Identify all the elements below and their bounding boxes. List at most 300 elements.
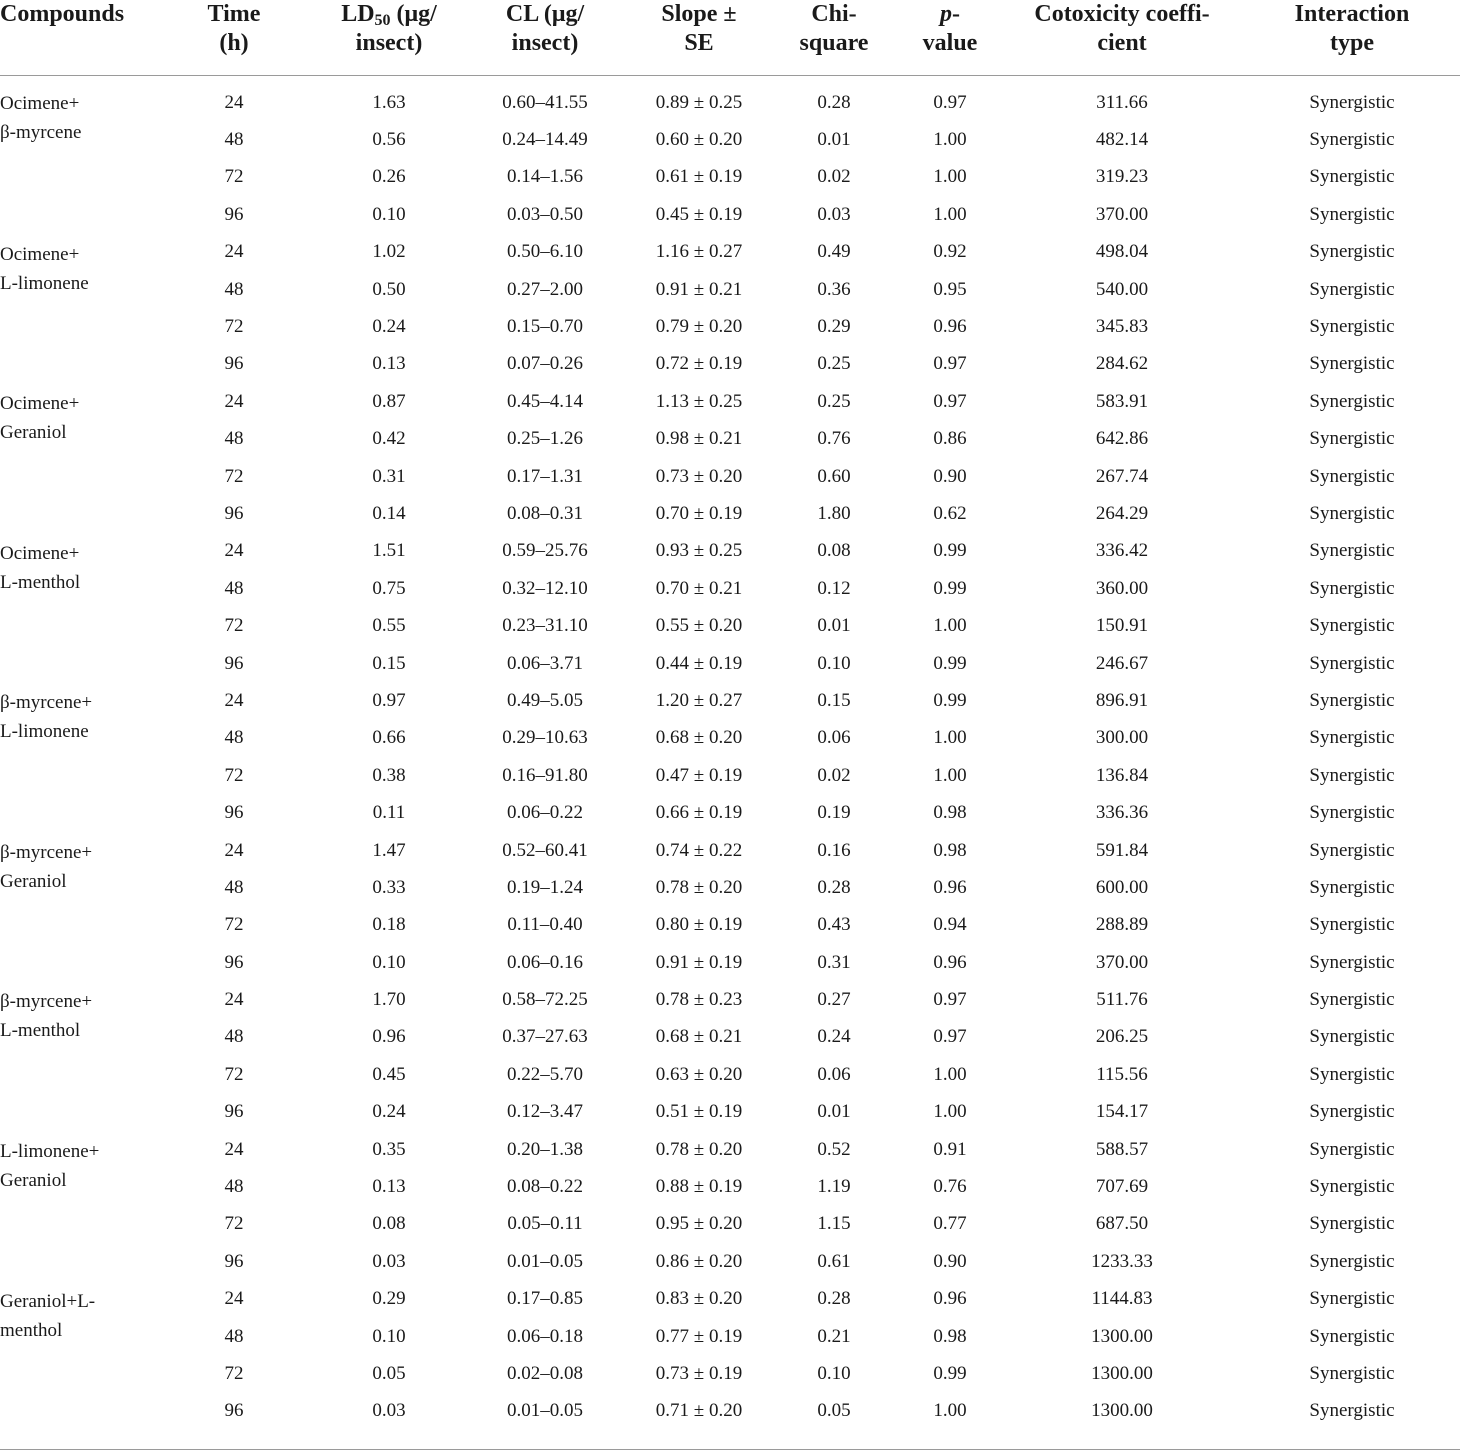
cell-ld50: 0.96 xyxy=(372,1026,406,1048)
cell-cotoxicity: 345.83 xyxy=(1095,316,1149,338)
cell-ld50: 0.10 xyxy=(372,951,406,973)
table-row xyxy=(0,421,1460,458)
cell-cotoxicity: 707.69 xyxy=(1095,1176,1149,1198)
compound-line2: Geraniol xyxy=(0,422,67,444)
compound-line1: Ocimene+ xyxy=(0,542,80,564)
compound-line1: β-myrcene+ xyxy=(0,991,93,1013)
header-time: Time (h) xyxy=(150,0,318,76)
table-row xyxy=(0,1131,1460,1168)
cell-slope: 0.93 ± 0.25 xyxy=(655,540,743,562)
cell-cotoxicity: 1233.33 xyxy=(1091,1250,1153,1272)
header-p-value: p- value xyxy=(900,0,1000,76)
cell-ld50: 0.13 xyxy=(372,353,406,375)
cell-interaction-type: Synergistic xyxy=(1309,802,1395,824)
cell-time: 96 xyxy=(224,502,244,524)
cell-p-value: 0.97 xyxy=(933,353,967,375)
table-row xyxy=(0,794,1460,831)
cell-cl: 0.02–0.08 xyxy=(507,1362,583,1384)
cell-interaction-type: Synergistic xyxy=(1309,278,1395,300)
table-body xyxy=(0,76,1460,1431)
cell-interaction-type: Synergistic xyxy=(1309,1250,1395,1272)
cell-ld50: 0.97 xyxy=(372,689,406,711)
cell-compound xyxy=(0,383,150,533)
cell-time: 96 xyxy=(224,951,244,973)
table-row xyxy=(0,271,1460,308)
cell-cotoxicity: 206.25 xyxy=(1095,1026,1149,1048)
cell-cl: 0.17–1.31 xyxy=(507,465,583,487)
cell-interaction-type: Synergistic xyxy=(1309,1213,1395,1235)
table-bottom-rule xyxy=(0,1449,1460,1450)
table-row xyxy=(0,720,1460,757)
cell-ld50: 0.11 xyxy=(372,802,406,824)
cell-time: 24 xyxy=(224,989,244,1011)
cell-cotoxicity: 319.23 xyxy=(1095,166,1149,188)
cell-ld50: 1.70 xyxy=(372,989,406,1011)
cell-compound xyxy=(0,682,150,832)
cell-time: 24 xyxy=(224,839,244,861)
cell-cotoxicity: 1300.00 xyxy=(1091,1325,1153,1347)
table-row xyxy=(0,944,1460,981)
cell-ld50: 0.31 xyxy=(372,465,406,487)
cell-cotoxicity: 687.50 xyxy=(1095,1213,1149,1235)
cell-slope: 0.60 ± 0.20 xyxy=(655,129,743,151)
cell-slope: 0.78 ± 0.20 xyxy=(655,876,743,898)
cell-time: 96 xyxy=(224,1101,244,1123)
cell-p-value: 1.00 xyxy=(933,1063,967,1085)
cell-time: 96 xyxy=(224,353,244,375)
cell-cotoxicity: 1300.00 xyxy=(1091,1362,1153,1384)
cell-cl: 0.06–0.16 xyxy=(507,951,583,973)
cell-chi-square: 1.15 xyxy=(817,1213,851,1235)
cell-time: 72 xyxy=(224,1362,244,1384)
cell-cl: 0.03–0.50 xyxy=(507,203,583,225)
table-row xyxy=(0,570,1460,607)
cell-ld50: 1.51 xyxy=(372,540,406,562)
cell-cl: 0.58–72.25 xyxy=(502,989,588,1011)
compound-line2: Geraniol xyxy=(0,1169,67,1191)
table-row xyxy=(0,383,1460,420)
cell-interaction-type: Synergistic xyxy=(1309,951,1395,973)
cell-slope: 0.80 ± 0.19 xyxy=(655,914,743,936)
cell-ld50: 0.55 xyxy=(372,615,406,637)
cell-interaction-type: Synergistic xyxy=(1309,428,1395,450)
cell-compound xyxy=(0,832,150,982)
cell-cl: 0.45–4.14 xyxy=(507,390,583,412)
cell-p-value: 1.00 xyxy=(933,1101,967,1123)
cell-chi-square: 0.06 xyxy=(817,1063,851,1085)
table-row xyxy=(0,1318,1460,1355)
cell-time: 96 xyxy=(224,203,244,225)
cell-ld50: 0.08 xyxy=(372,1213,406,1235)
cell-slope: 0.63 ± 0.20 xyxy=(655,1063,743,1085)
header-slope: Slope ± SE xyxy=(630,0,768,76)
cell-time: 48 xyxy=(224,428,244,450)
cell-interaction-type: Synergistic xyxy=(1309,353,1395,375)
cell-ld50: 1.47 xyxy=(372,839,406,861)
cell-chi-square: 0.10 xyxy=(817,652,851,674)
cell-chi-square: 0.06 xyxy=(817,727,851,749)
compound-line2: menthol xyxy=(0,1319,63,1341)
cell-slope: 0.89 ± 0.25 xyxy=(655,91,743,113)
cell-ld50: 0.38 xyxy=(372,764,406,786)
cell-cotoxicity: 288.89 xyxy=(1095,914,1149,936)
cell-cl: 0.19–1.24 xyxy=(507,876,583,898)
cell-chi-square: 1.80 xyxy=(817,502,851,524)
cell-p-value: 1.00 xyxy=(933,1400,967,1422)
cell-slope: 0.71 ± 0.20 xyxy=(655,1400,743,1422)
cell-slope: 0.73 ± 0.20 xyxy=(655,465,743,487)
cell-slope: 0.91 ± 0.21 xyxy=(655,278,743,300)
cell-compound xyxy=(0,533,150,683)
compound-line2: L-limonene xyxy=(0,272,89,294)
cell-cl: 0.49–5.05 xyxy=(507,689,583,711)
header-chi-square: Chi- square xyxy=(768,0,900,76)
cell-p-value: 1.00 xyxy=(933,764,967,786)
cell-cotoxicity: 115.56 xyxy=(1096,1063,1148,1085)
cell-chi-square: 0.29 xyxy=(817,316,851,338)
cell-interaction-type: Synergistic xyxy=(1309,1101,1395,1123)
cell-interaction-type: Synergistic xyxy=(1309,540,1395,562)
cell-time: 72 xyxy=(224,316,244,338)
cell-slope: 0.78 ± 0.23 xyxy=(655,989,743,1011)
cell-cotoxicity: 482.14 xyxy=(1095,129,1149,151)
cell-cotoxicity: 136.84 xyxy=(1095,764,1149,786)
cell-chi-square: 0.08 xyxy=(817,540,851,562)
cell-slope: 0.78 ± 0.20 xyxy=(655,1138,743,1160)
cell-cotoxicity: 1300.00 xyxy=(1091,1400,1153,1422)
cell-p-value: 0.97 xyxy=(933,390,967,412)
table-row xyxy=(0,645,1460,682)
cell-time: 96 xyxy=(224,652,244,674)
cell-cl: 0.23–31.10 xyxy=(502,615,588,637)
cell-chi-square: 0.25 xyxy=(817,353,851,375)
cell-cotoxicity: 267.74 xyxy=(1095,465,1149,487)
cell-interaction-type: Synergistic xyxy=(1309,577,1395,599)
cell-slope: 0.86 ± 0.20 xyxy=(655,1250,743,1272)
cell-ld50: 0.14 xyxy=(372,502,406,524)
compound-line1: β-myrcene+ xyxy=(0,692,93,714)
cell-interaction-type: Synergistic xyxy=(1309,465,1395,487)
table-row xyxy=(0,196,1460,233)
cell-ld50: 0.24 xyxy=(372,316,406,338)
cell-interaction-type: Synergistic xyxy=(1309,1362,1395,1384)
cell-ld50: 0.24 xyxy=(372,1101,406,1123)
cell-p-value: 1.00 xyxy=(933,166,967,188)
cell-compound xyxy=(0,1281,150,1431)
table-row xyxy=(0,159,1460,196)
cell-time: 72 xyxy=(224,465,244,487)
cell-cl: 0.06–0.22 xyxy=(507,802,583,824)
cell-cl: 0.15–0.70 xyxy=(507,316,583,338)
cell-slope: 0.55 ± 0.20 xyxy=(655,615,743,637)
cell-slope: 1.13 ± 0.25 xyxy=(655,390,743,412)
table-row xyxy=(0,495,1460,532)
cell-interaction-type: Synergistic xyxy=(1309,316,1395,338)
cell-ld50: 0.10 xyxy=(372,1325,406,1347)
cell-ld50: 0.42 xyxy=(372,428,406,450)
cell-ld50: 1.02 xyxy=(372,241,406,263)
cell-chi-square: 0.12 xyxy=(817,577,851,599)
compound-line1: Ocimene+ xyxy=(0,93,80,114)
cell-slope: 0.44 ± 0.19 xyxy=(655,652,743,674)
cell-interaction-type: Synergistic xyxy=(1309,166,1395,188)
table-row xyxy=(0,1094,1460,1131)
cell-interaction-type: Synergistic xyxy=(1309,1400,1395,1422)
table-row xyxy=(0,981,1460,1018)
cell-time: 72 xyxy=(224,1213,244,1235)
compound-line2: Geraniol xyxy=(0,870,67,892)
cell-chi-square: 0.01 xyxy=(817,129,851,151)
cell-slope: 0.68 ± 0.20 xyxy=(655,727,743,749)
cell-cl: 0.01–0.05 xyxy=(507,1250,583,1272)
cell-chi-square: 0.10 xyxy=(817,1362,851,1384)
table-row xyxy=(0,308,1460,345)
cell-p-value: 0.99 xyxy=(933,577,967,599)
header-cl: CL (μg/ insect) xyxy=(460,0,630,76)
cell-slope: 0.68 ± 0.21 xyxy=(655,1026,743,1048)
cell-chi-square: 0.01 xyxy=(817,1101,851,1123)
cell-ld50: 0.26 xyxy=(372,166,406,188)
table-row xyxy=(0,607,1460,644)
cell-chi-square: 0.60 xyxy=(817,465,851,487)
cell-p-value: 0.99 xyxy=(933,1362,967,1384)
cell-p-value: 0.94 xyxy=(933,914,967,936)
cell-cl: 0.37–27.63 xyxy=(502,1026,588,1048)
table-row xyxy=(0,1393,1460,1430)
compound-line1: β-myrcene+ xyxy=(0,841,93,863)
cell-ld50: 0.15 xyxy=(372,652,406,674)
cell-cotoxicity: 336.36 xyxy=(1095,802,1149,824)
cell-chi-square: 0.52 xyxy=(817,1138,851,1160)
cell-time: 96 xyxy=(224,802,244,824)
cell-time: 48 xyxy=(224,1325,244,1347)
cell-compound xyxy=(0,1131,150,1281)
cell-cotoxicity: 1144.83 xyxy=(1091,1288,1153,1310)
cell-chi-square: 0.16 xyxy=(817,839,851,861)
cell-time: 48 xyxy=(224,876,244,898)
table-row xyxy=(0,1056,1460,1093)
table-row xyxy=(0,869,1460,906)
table-row xyxy=(0,234,1460,271)
cell-p-value: 0.98 xyxy=(933,1325,967,1347)
cell-slope: 0.83 ± 0.20 xyxy=(655,1288,743,1310)
compound-line1: Geraniol+L- xyxy=(0,1290,96,1312)
cell-cl: 0.27–2.00 xyxy=(507,278,583,300)
table-row xyxy=(0,346,1460,383)
cell-chi-square: 0.31 xyxy=(817,951,851,973)
cell-p-value: 0.97 xyxy=(933,989,967,1011)
cell-chi-square: 0.28 xyxy=(817,876,851,898)
cell-time: 48 xyxy=(224,1176,244,1198)
cell-interaction-type: Synergistic xyxy=(1309,989,1395,1011)
table-row xyxy=(0,458,1460,495)
cell-chi-square: 0.02 xyxy=(817,764,851,786)
cell-ld50: 0.66 xyxy=(372,727,406,749)
cell-slope: 0.47 ± 0.19 xyxy=(655,764,743,786)
cell-cl: 0.06–3.71 xyxy=(507,652,583,674)
cell-time: 48 xyxy=(224,1026,244,1048)
cell-p-value: 0.98 xyxy=(933,802,967,824)
cell-p-value: 0.96 xyxy=(933,1288,967,1310)
table-row xyxy=(0,533,1460,570)
cell-cotoxicity: 591.84 xyxy=(1095,839,1149,861)
cell-slope: 0.79 ± 0.20 xyxy=(655,316,743,338)
cell-interaction-type: Synergistic xyxy=(1309,241,1395,263)
cell-cl: 0.07–0.26 xyxy=(507,353,583,375)
cell-time: 96 xyxy=(224,1250,244,1272)
cell-slope: 0.91 ± 0.19 xyxy=(655,951,743,973)
cell-interaction-type: Synergistic xyxy=(1309,615,1395,637)
cell-cotoxicity: 300.00 xyxy=(1095,727,1149,749)
table-row xyxy=(0,682,1460,719)
table-row xyxy=(0,1355,1460,1392)
header-row xyxy=(0,0,1460,76)
table-row xyxy=(0,76,1460,122)
cell-p-value: 0.77 xyxy=(933,1213,967,1235)
cell-cl: 0.06–0.18 xyxy=(507,1325,583,1347)
cell-time: 48 xyxy=(224,577,244,599)
cell-time: 72 xyxy=(224,166,244,188)
cell-interaction-type: Synergistic xyxy=(1309,914,1395,936)
cell-cl: 0.25–1.26 xyxy=(507,428,583,450)
cell-chi-square: 0.28 xyxy=(817,1288,851,1310)
cell-slope: 1.20 ± 0.27 xyxy=(655,689,743,711)
cell-cotoxicity: 370.00 xyxy=(1095,203,1149,225)
cell-ld50: 0.10 xyxy=(372,203,406,225)
compound-line1: L-limonene+ xyxy=(0,1140,100,1162)
cell-interaction-type: Synergistic xyxy=(1309,876,1395,898)
cell-cl: 0.50–6.10 xyxy=(507,241,583,263)
table-row xyxy=(0,1206,1460,1243)
cell-p-value: 0.90 xyxy=(933,465,967,487)
cell-interaction-type: Synergistic xyxy=(1309,203,1395,225)
cell-cotoxicity: 583.91 xyxy=(1095,390,1149,412)
cell-cotoxicity: 360.00 xyxy=(1095,577,1149,599)
cell-p-value: 0.76 xyxy=(933,1176,967,1198)
cell-p-value: 0.96 xyxy=(933,316,967,338)
cell-cl: 0.20–1.38 xyxy=(507,1138,583,1160)
cell-p-value: 0.99 xyxy=(933,540,967,562)
cell-cl: 0.22–5.70 xyxy=(507,1063,583,1085)
cell-chi-square: 0.27 xyxy=(817,989,851,1011)
cell-compound xyxy=(0,981,150,1131)
header-compounds: Compounds xyxy=(0,0,150,76)
cell-cotoxicity: 336.42 xyxy=(1095,540,1149,562)
cell-time: 72 xyxy=(224,1063,244,1085)
cell-chi-square: 0.05 xyxy=(817,1400,851,1422)
cell-slope: 0.95 ± 0.20 xyxy=(655,1213,743,1235)
cell-p-value: 1.00 xyxy=(933,727,967,749)
cell-p-value: 0.62 xyxy=(933,502,967,524)
table-header xyxy=(0,0,1460,76)
cell-cl: 0.12–3.47 xyxy=(507,1101,583,1123)
cell-p-value: 1.00 xyxy=(933,615,967,637)
cell-chi-square: 0.28 xyxy=(817,91,851,113)
header-cotoxicity: Cotoxicity coeffi- cient xyxy=(1000,0,1244,76)
table-row xyxy=(0,121,1460,158)
compound-line1: Ocimene+ xyxy=(0,243,80,265)
cell-ld50: 0.05 xyxy=(372,1362,406,1384)
cell-ld50: 0.56 xyxy=(372,129,406,151)
cell-chi-square: 0.24 xyxy=(817,1026,851,1048)
cell-p-value: 0.96 xyxy=(933,876,967,898)
cell-cl: 0.01–0.05 xyxy=(507,1400,583,1422)
cell-cotoxicity: 540.00 xyxy=(1095,278,1149,300)
cell-time: 24 xyxy=(224,390,244,412)
cell-chi-square: 0.43 xyxy=(817,914,851,936)
cell-interaction-type: Synergistic xyxy=(1309,1288,1395,1310)
cell-compound xyxy=(0,234,150,384)
cell-time: 48 xyxy=(224,278,244,300)
cell-p-value: 0.96 xyxy=(933,951,967,973)
cell-ld50: 0.35 xyxy=(372,1138,406,1160)
table-row xyxy=(0,907,1460,944)
table-row xyxy=(0,1243,1460,1280)
cell-slope: 0.74 ± 0.22 xyxy=(655,839,743,861)
cell-cl: 0.59–25.76 xyxy=(502,540,588,562)
cell-chi-square: 0.49 xyxy=(817,241,851,263)
cell-time: 96 xyxy=(224,1400,244,1422)
cell-cotoxicity: 642.86 xyxy=(1095,428,1149,450)
cell-chi-square: 0.61 xyxy=(817,1250,851,1272)
cell-interaction-type: Synergistic xyxy=(1309,502,1395,524)
cell-cl: 0.29–10.63 xyxy=(502,727,588,749)
cell-ld50: 0.29 xyxy=(372,1288,406,1310)
cell-ld50: 0.50 xyxy=(372,278,406,300)
cell-slope: 0.98 ± 0.21 xyxy=(655,428,743,450)
cell-cotoxicity: 896.91 xyxy=(1095,689,1149,711)
cell-compound xyxy=(0,76,150,234)
cell-p-value: 0.92 xyxy=(933,241,967,263)
cell-cotoxicity: 498.04 xyxy=(1095,241,1149,263)
cell-interaction-type: Synergistic xyxy=(1309,1063,1395,1085)
cell-slope: 0.70 ± 0.19 xyxy=(655,502,743,524)
cell-slope: 0.45 ± 0.19 xyxy=(655,203,743,225)
table-row xyxy=(0,832,1460,869)
cell-p-value: 0.98 xyxy=(933,839,967,861)
cell-interaction-type: Synergistic xyxy=(1309,764,1395,786)
cell-cotoxicity: 284.62 xyxy=(1095,353,1149,375)
cell-time: 72 xyxy=(224,914,244,936)
cell-p-value: 0.99 xyxy=(933,652,967,674)
cell-slope: 0.70 ± 0.21 xyxy=(655,577,743,599)
cell-chi-square: 0.03 xyxy=(817,203,851,225)
cell-cotoxicity: 246.67 xyxy=(1095,652,1149,674)
cell-ld50: 1.63 xyxy=(372,91,406,113)
cell-interaction-type: Synergistic xyxy=(1309,390,1395,412)
cell-cotoxicity: 588.57 xyxy=(1095,1138,1149,1160)
cell-chi-square: 0.02 xyxy=(817,166,851,188)
cell-time: 24 xyxy=(224,540,244,562)
cell-slope: 0.72 ± 0.19 xyxy=(655,353,743,375)
cell-slope: 1.16 ± 0.27 xyxy=(655,241,743,263)
cell-interaction-type: Synergistic xyxy=(1309,1026,1395,1048)
table-row xyxy=(0,1281,1460,1318)
cell-time: 24 xyxy=(224,1138,244,1160)
cell-chi-square: 0.76 xyxy=(817,428,851,450)
cell-p-value: 0.95 xyxy=(933,278,967,300)
cell-cl: 0.16–91.80 xyxy=(502,764,588,786)
cell-slope: 0.73 ± 0.19 xyxy=(655,1362,743,1384)
compound-line2: L-limonene xyxy=(0,721,89,743)
compound-line1: Ocimene+ xyxy=(0,393,80,415)
cell-p-value: 0.91 xyxy=(933,1138,967,1160)
cell-cl: 0.32–12.10 xyxy=(502,577,588,599)
cell-chi-square: 0.21 xyxy=(817,1325,851,1347)
cell-time: 72 xyxy=(224,764,244,786)
cell-ld50: 0.03 xyxy=(372,1400,406,1422)
cell-time: 24 xyxy=(224,241,244,263)
